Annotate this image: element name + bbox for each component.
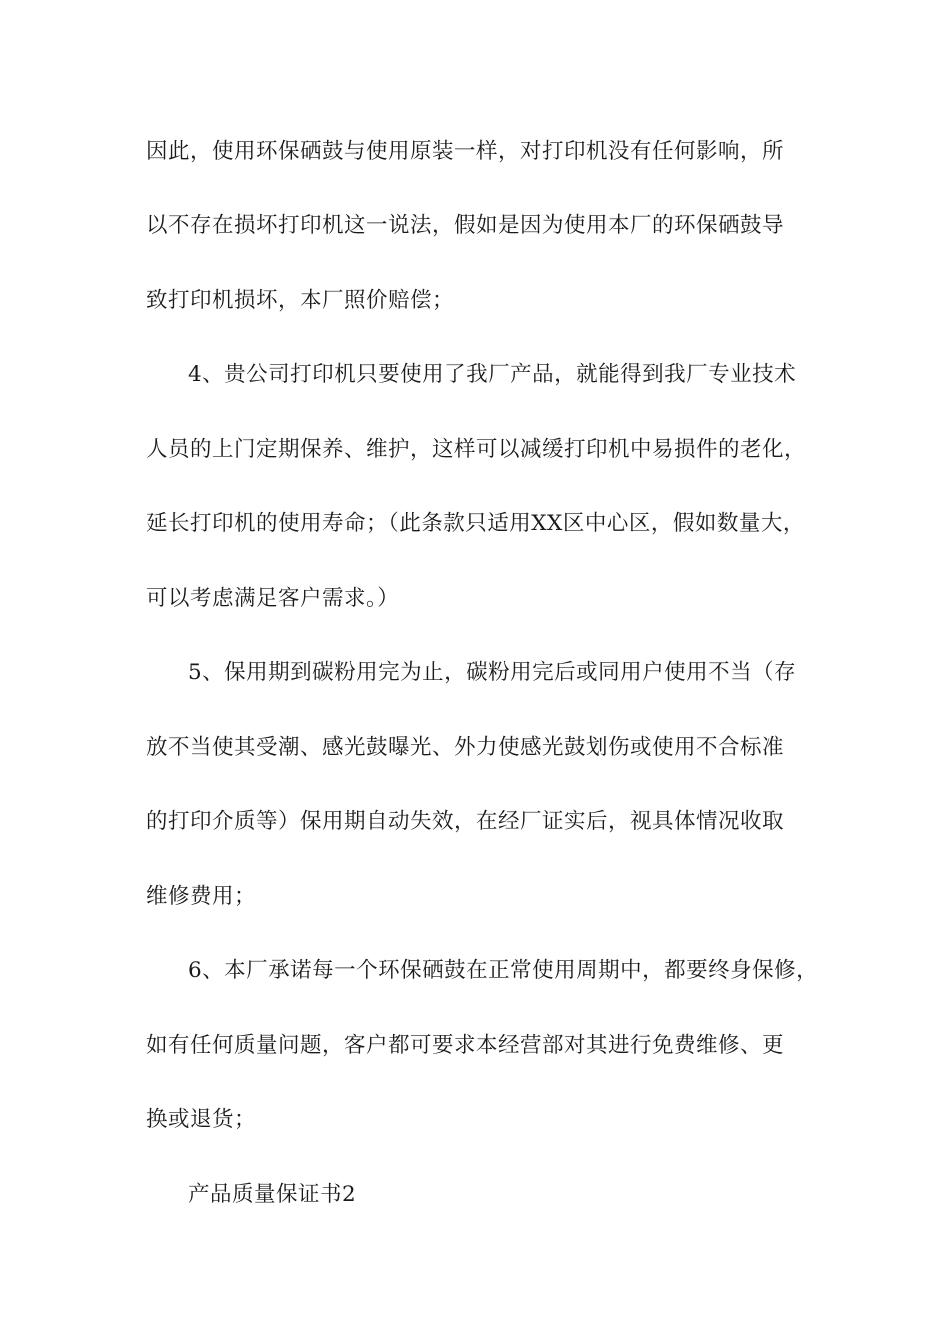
text-line: 换或退货； — [146, 1107, 257, 1132]
text-line: 放不当使其受潮、感光鼓曝光、外力使感光鼓划伤或使用不合标准 — [146, 735, 785, 760]
clause-6-start: 6、本厂承诺每一个环保硒鼓在正常使用周期中，都要终身保修， — [188, 958, 819, 983]
clause-5-start: 5、保用期到碳粉用完为止，碳粉用完后或同用户使用不当（存 — [188, 660, 797, 685]
text-line: 维修费用； — [146, 884, 257, 909]
text-line: 如有任何质量问题，客户都可要求本经营部对其进行免费维修、更 — [146, 1033, 785, 1058]
text-line: 人员的上门定期保养、维护，这样可以减缓打印机中易损件的老化， — [146, 437, 807, 462]
text-line: 延长打印机的使用寿命；（此条款只适用XX区中心区，假如数量大， — [146, 511, 805, 536]
clause-4-start: 4、贵公司打印机只要使用了我厂产品，就能得到我厂专业技术 — [188, 362, 797, 387]
section-heading: 产品质量保证书2 — [188, 1182, 357, 1207]
text-line: 可以考虑满足客户需求。） — [146, 586, 400, 611]
text-line: 致打印机损坏，本厂照价赔偿； — [146, 288, 455, 313]
text-line: 因此，使用环保硒鼓与使用原装一样，对打印机没有任何影响，所 — [146, 139, 785, 164]
text-line: 的打印介质等）保用期自动失效，在经厂证实后，视具体情况收取 — [146, 809, 785, 834]
text-line: 以不存在损坏打印机这一说法，假如是因为使用本厂的环保硒鼓导 — [146, 213, 785, 238]
